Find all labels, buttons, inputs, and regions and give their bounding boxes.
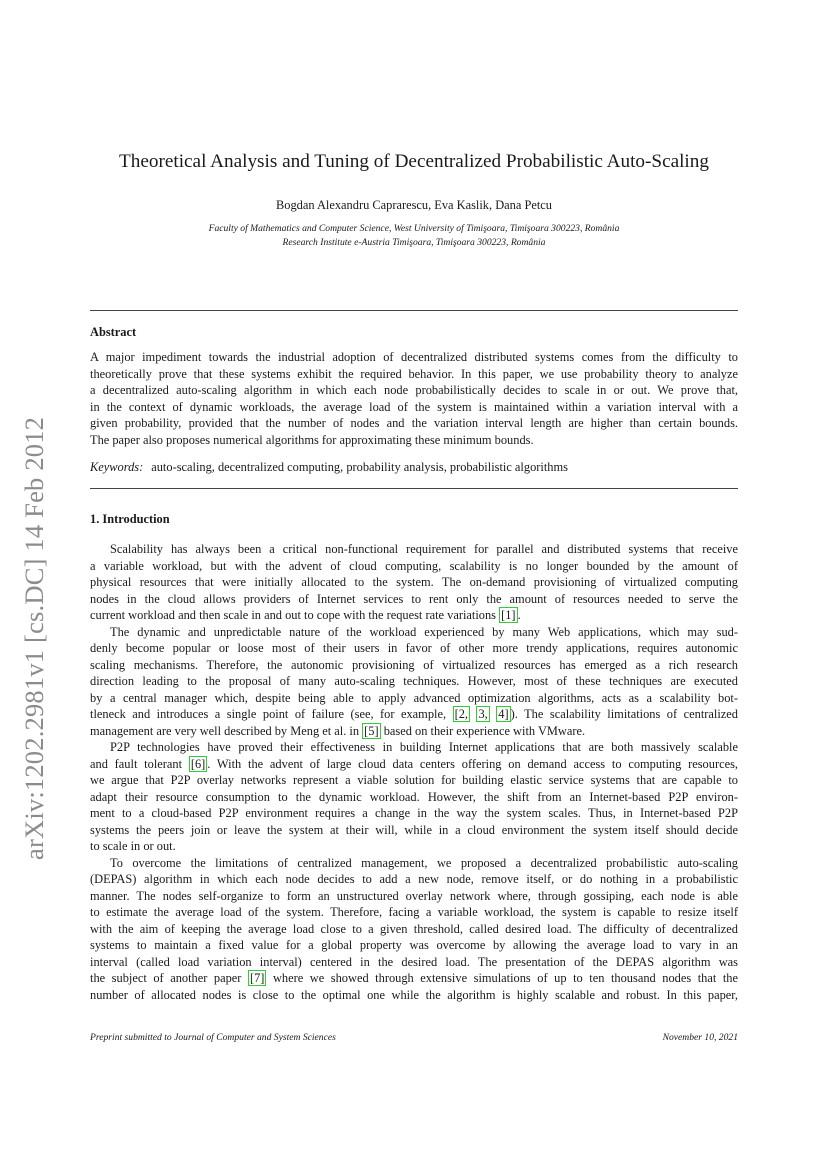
body-text: where we showed through extensive simulations of up to ten thousand nodes that the	[266, 971, 738, 985]
body-line: direction leading to the proposal of many auto-scaling techniques. However, most of these techniques are executed	[90, 674, 738, 688]
body-line	[90, 756, 738, 773]
footer-preprint-note: Preprint submitted to Journal of Computer and System Sciences	[90, 1032, 336, 1043]
abstract-bottom-rule	[90, 488, 738, 489]
abstract-line: A major impediment towards the industrial adoption of decentralized distributed systems comes from the difficulty to	[90, 350, 738, 364]
body-line: adapt their resource consumption to the dynamic workload. However, the shift from an Internet-based P2P environ-	[90, 789, 738, 804]
abstract-heading: Abstract	[90, 325, 137, 339]
body-line: systems to maintain a fixed value for a global property was overcome by allowing the average load to vary in an	[90, 938, 738, 952]
body-line: a variable workload, but with the advent of cloud computing, scalability is no longer bounded by the amount of	[90, 558, 738, 573]
body-line: To overcome the limitations of centralized management, we proposed a decentralized probabilistic auto-scaling	[110, 855, 738, 870]
keywords	[90, 459, 738, 475]
body-line	[90, 706, 738, 723]
body-line: systems the peers join or leave the system at their will, while in a cloud environment the system itself should decide	[90, 822, 738, 837]
body-text: . With the advent of large cloud data centers offering on demand access to computing resources,	[207, 756, 738, 771]
citation-link[interactable]: [6]	[190, 756, 206, 771]
body-line	[90, 607, 738, 624]
affiliation-2: Research Institute e-Austria Timişoara, Timişoara 300223, România	[282, 237, 546, 248]
body-line: Scalability has always been a critical non-functional requirement for parallel and distributed systems that receive	[110, 542, 738, 556]
body-line: number of allocated nodes is close to the optimal one while the algorithm is highly scalable and robust. In this paper,	[90, 987, 738, 1002]
body-text: tleneck and introduces a single point of failure (see, for example,	[90, 707, 453, 721]
body-text: based on their experience with VMware.	[380, 723, 586, 738]
body-line: interval (called load variation interval) centered in the desired load. The presentation of the DEPAS algorithm was	[90, 954, 738, 969]
body-text: and fault tolerant	[90, 756, 189, 771]
body-text: ). The scalability limitations of centralized	[510, 707, 738, 721]
body-line: physical resources that were initially allocated to the system. The on-demand provisioning of virtualized computing	[90, 575, 738, 589]
paper-authors: Bogdan Alexandru Caprarescu, Eva Kaslik, Dana Petcu	[276, 198, 552, 212]
abstract-line: in the context of dynamic workloads, the average load of the system is maintained within a variation interval with a	[90, 399, 738, 414]
keywords-label: Keywords:	[90, 460, 144, 474]
body-line: scaling mechanisms. Therefore, the autonomic provisioning of virtualized resources has emerged as a rich research	[90, 657, 738, 672]
body-line: by a central manager which, despite being able to apply advanced optimization algorithms, acts as a scalability bot-	[90, 690, 738, 705]
abstract-line: a decentralized auto-scaling algorithm in which each node probabilistically decides to scale in or out. We prove that,	[90, 383, 738, 397]
body-line: nodes in the cloud allows providers of Internet services to rent only the amount of resources needed to serve the	[90, 591, 738, 606]
body-text: current workload and then scale in and out to cope with the request rate variations	[90, 608, 500, 622]
body-line: manner. The nodes self-organize to form an unstructured overlay network where, through gossiping, each node is able	[90, 888, 738, 903]
body-line: ment to a cloud-based P2P environment requires a change in the way the system scales. Thus, in Internet-based P2P	[90, 806, 738, 820]
body-line: with the aim of keeping the average load close to a given threshold, called desired load. The difficulty of decentralized	[90, 921, 738, 936]
abstract-line: given probability, provided that the number of nodes and the variation interval length are higher than certain bounds.	[90, 416, 738, 430]
abstract-body	[90, 349, 738, 448]
body-line	[90, 970, 738, 987]
abstract-line: The paper also proposes numerical algorithms for approximating these minimum bounds.	[90, 432, 534, 447]
abstract-top-rule	[90, 310, 738, 311]
citation-link[interactable]: 4]	[498, 707, 509, 721]
arxiv-identifier-stamp: arXiv:1202.2981v1 [cs.DC] 14 Feb 2012	[19, 416, 49, 860]
body-line: to estimate the average load of the system. Therefore, facing a variable workload, the system is capable to resize itself	[90, 905, 738, 919]
body-line	[90, 723, 738, 740]
citation-link[interactable]: [5]	[364, 723, 379, 738]
footer-date: November 10, 2021	[662, 1032, 738, 1043]
body-text: the subject of another paper	[90, 971, 248, 985]
body-line: denly become popular or loose most of their users in favor of other more trendy applications, requires autonomic	[90, 641, 738, 655]
paper-title: Theoretical Analysis and Tuning of Decentralized Probabilistic Auto-Scaling	[119, 151, 709, 172]
body-line: P2P technologies have proved their effectiveness in building Internet applications that are both massively scalable	[110, 740, 738, 754]
body-line: to scale in or out.	[90, 839, 176, 853]
body-text: .	[517, 608, 521, 622]
introduction-body	[90, 541, 738, 1003]
keywords-text: auto-scaling, decentralized computing, probability analysis, probabilistic algorithms	[151, 460, 568, 474]
section-heading-introduction: 1. Introduction	[90, 512, 170, 526]
body-line: we argue that P2P overlay networks represent a viable solution for building elastic service systems that are capable to	[90, 773, 738, 787]
body-line: The dynamic and unpredictable nature of the workload experienced by many Web applications, which may sud-	[110, 624, 738, 639]
citation-link[interactable]: [2,	[454, 707, 468, 721]
body-line: (DEPAS) algorithm in which each node decides to add a new node, remove itself, or do nothing in a probabilistic	[90, 872, 738, 886]
citation-link[interactable]: 3,	[478, 707, 488, 721]
citation-link[interactable]: [1]	[501, 608, 516, 622]
abstract-line: theoretically prove that these systems exhibit the required behavior. In this paper, we use probability theory to analyze	[90, 366, 738, 381]
citation-link[interactable]: [7]	[249, 971, 265, 985]
affiliation-1: Faculty of Mathematics and Computer Science, West University of Timişoara, Timişoara 300223, România	[208, 223, 620, 234]
body-text: management are very well described by Meng et al. in	[90, 723, 363, 738]
